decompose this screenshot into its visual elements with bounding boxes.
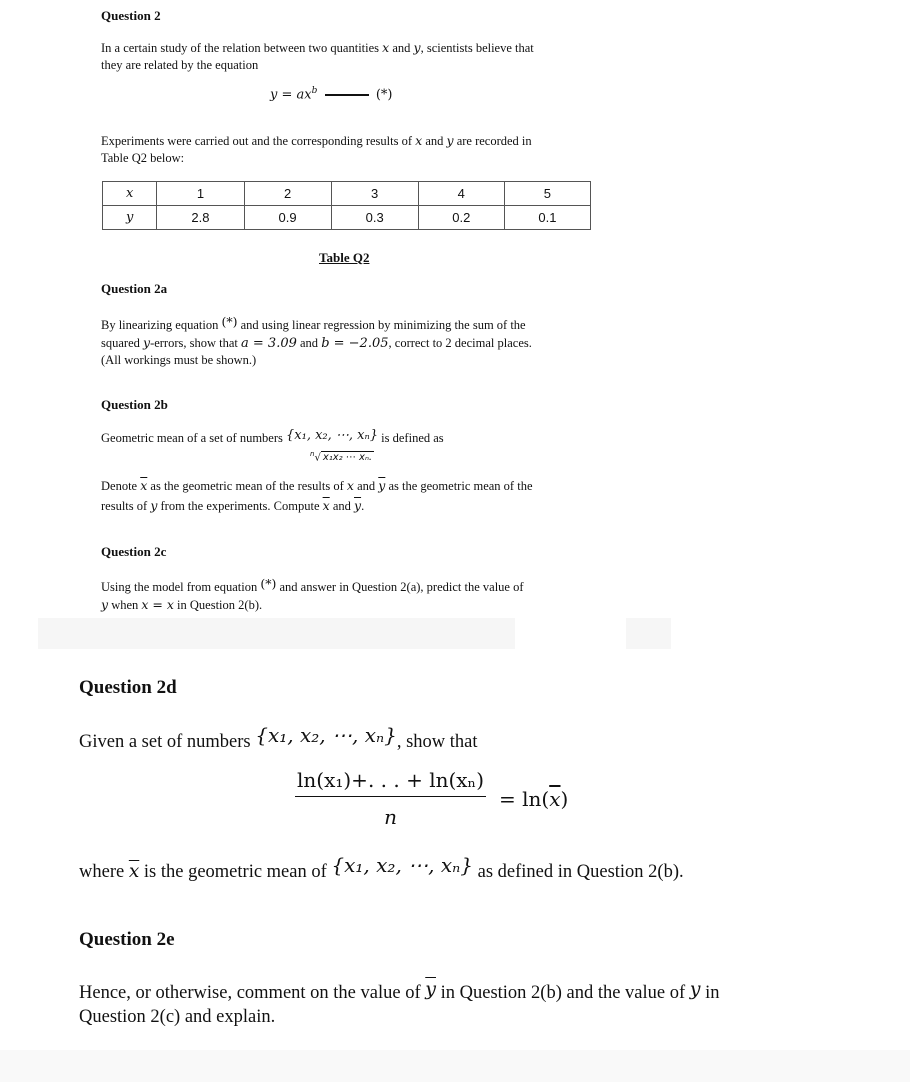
q2b-text: is defined as — [381, 431, 444, 445]
q2-intro-line2: they are related by the equation — [101, 58, 259, 72]
q2d-intro — [79, 723, 859, 754]
y-bar: $\overline{y}$ — [354, 498, 362, 513]
var-x: x — [346, 478, 354, 493]
fraction-denominator: n — [384, 805, 397, 829]
table-cell: 2.8 — [157, 206, 244, 230]
q2a-text: , correct to 2 decimal places. — [388, 336, 532, 350]
equation-exponent: b — [311, 86, 318, 96]
scan-band — [0, 1050, 910, 1082]
period: . — [361, 499, 365, 513]
table-cell: 5 — [504, 182, 590, 206]
var-y: y — [150, 498, 158, 513]
x-bar: $\overline{x}$ — [140, 478, 148, 493]
b-value: b = −2.05 — [321, 336, 389, 351]
equation-dash — [325, 94, 369, 96]
q2b-text: as the geometric mean of the — [388, 479, 533, 493]
and-text: and — [425, 134, 444, 148]
var-y: y — [446, 133, 454, 148]
q2b-definition — [101, 430, 601, 447]
and-text: and — [392, 41, 411, 55]
q2e-body — [79, 980, 859, 1029]
q2d-text: where — [79, 862, 125, 882]
table-cell: 0.2 — [418, 206, 504, 230]
and-text: and — [332, 499, 351, 513]
x-bar: $\overline{x}$ — [549, 786, 561, 811]
q2a-text: -errors, show that — [150, 336, 238, 350]
scan-band — [38, 618, 515, 649]
q2a-text: (All workings must be shown.) — [101, 353, 257, 367]
q2b-body — [101, 477, 601, 515]
var-y: y — [101, 597, 109, 612]
q2d-footer — [79, 853, 879, 884]
question-2e-heading: Question 2e — [79, 929, 175, 950]
equation-body: y = ax — [270, 87, 312, 103]
table-cell: x — [103, 182, 157, 206]
scan-band — [626, 618, 671, 649]
q2e-text: in Question 2(b) and the value of — [440, 983, 686, 1003]
q2e-text: Hence, or otherwise, comment on the value of — [79, 983, 421, 1003]
q2b-text: Geometric mean of a set of numbers — [101, 431, 283, 445]
log-rhs — [499, 787, 568, 811]
q2c-body — [101, 578, 601, 614]
y-bar: $\overline{y}$ — [378, 478, 386, 493]
q2d-text: is the geometric mean of — [143, 862, 327, 882]
q2c-text: Using the model from equation — [101, 580, 258, 594]
number-set: {x₁, x₂, ⋯, xₙ} — [286, 428, 379, 443]
var-y: y — [689, 978, 701, 1000]
q2c-text: in Question 2(b). — [177, 598, 263, 612]
var-y: y — [413, 40, 421, 55]
equation-tag: (*) — [375, 87, 393, 103]
model-equation — [270, 86, 393, 102]
q2-experiments — [101, 132, 601, 167]
table-cell: 3 — [331, 182, 418, 206]
exp-line2: Table Q2 below: — [101, 151, 185, 165]
condition-x-equals-xbar: x = x — [141, 597, 174, 612]
radicand: x₁x₂ ⋯ xₙ. — [322, 452, 373, 464]
number-set: {x₁, x₂, ⋯, xₙ} — [255, 723, 397, 747]
q2c-text: when — [111, 598, 139, 612]
q2-intro-text-b: , scientists believe that — [420, 41, 534, 55]
table-cell: 2 — [244, 182, 331, 206]
q2d-text: as defined in Question 2(b). — [477, 862, 684, 882]
q2c-text: and answer in Question 2(a), predict the value of — [279, 580, 524, 594]
q2-intro-text-a: In a certain study of the relation between two quantities — [101, 41, 380, 55]
exp-text-a: Experiments were carried out and the corresponding results of — [101, 134, 413, 148]
rhs-close: ) — [560, 786, 569, 811]
fraction-numerator: ln(x₁)+. . . + ln(xₙ) — [295, 768, 486, 797]
var-y: y — [143, 335, 151, 350]
x-bar: $\overline{x}$ — [322, 498, 330, 513]
nth-root-formula: $^n$√ x₁x₂ ⋯ xₙ. — [310, 450, 373, 464]
and-text: and — [300, 336, 319, 350]
q2a-text: By linearizing equation — [101, 318, 219, 332]
table-caption: Table Q2 — [319, 250, 370, 265]
q2b-text: as the geometric mean of the results of — [150, 479, 344, 493]
star-tag: (*) — [221, 314, 238, 329]
q2b-text: Denote — [101, 479, 138, 493]
data-table-q2 — [102, 181, 591, 230]
q2d-text: , show that — [396, 732, 478, 752]
q2e-text: Question 2(c) and explain. — [79, 1007, 276, 1027]
table-row — [103, 206, 591, 230]
var-x: x — [382, 40, 390, 55]
exp-text-b: are recorded in — [456, 134, 532, 148]
x-bar: $\overline{x}$ — [128, 861, 140, 882]
q2d-text: Given a set of numbers — [79, 732, 251, 752]
root-index: n — [310, 450, 315, 458]
and-text: and — [357, 479, 376, 493]
q2a-text: and using linear regression by minimizing the sum of the — [240, 318, 526, 332]
question-2a-heading: Question 2a — [101, 281, 168, 296]
question-2b-heading: Question 2b — [101, 397, 168, 412]
question-2c-heading: Question 2c — [101, 544, 167, 559]
table-row — [103, 182, 591, 206]
table-cell: 0.3 — [331, 206, 418, 230]
number-set: {x₁, x₂, ⋯, xₙ} — [331, 853, 473, 877]
q2a-text: squared — [101, 336, 140, 350]
table-cell: 0.1 — [504, 206, 590, 230]
table-cell: 1 — [157, 182, 244, 206]
table-cell: 0.9 — [244, 206, 331, 230]
log-identity — [295, 768, 568, 829]
q2a-body — [101, 316, 601, 369]
q2-intro — [101, 39, 601, 74]
table-cell: 4 — [418, 182, 504, 206]
log-fraction — [295, 768, 486, 829]
y-bar: $\overline{y}$ — [425, 978, 436, 1000]
star-tag: (*) — [260, 576, 277, 591]
q2b-text: from the experiments. Compute — [160, 499, 320, 513]
rhs-equals: = ln( — [499, 786, 550, 811]
var-x: x — [415, 133, 423, 148]
question-2-heading: Question 2 — [101, 8, 161, 23]
table-cell: y — [103, 206, 157, 230]
question-2d-heading: Question 2d — [79, 677, 177, 698]
q2b-text: results of — [101, 499, 148, 513]
q2e-text: in — [705, 983, 720, 1003]
a-value: a = 3.09 — [241, 336, 297, 351]
